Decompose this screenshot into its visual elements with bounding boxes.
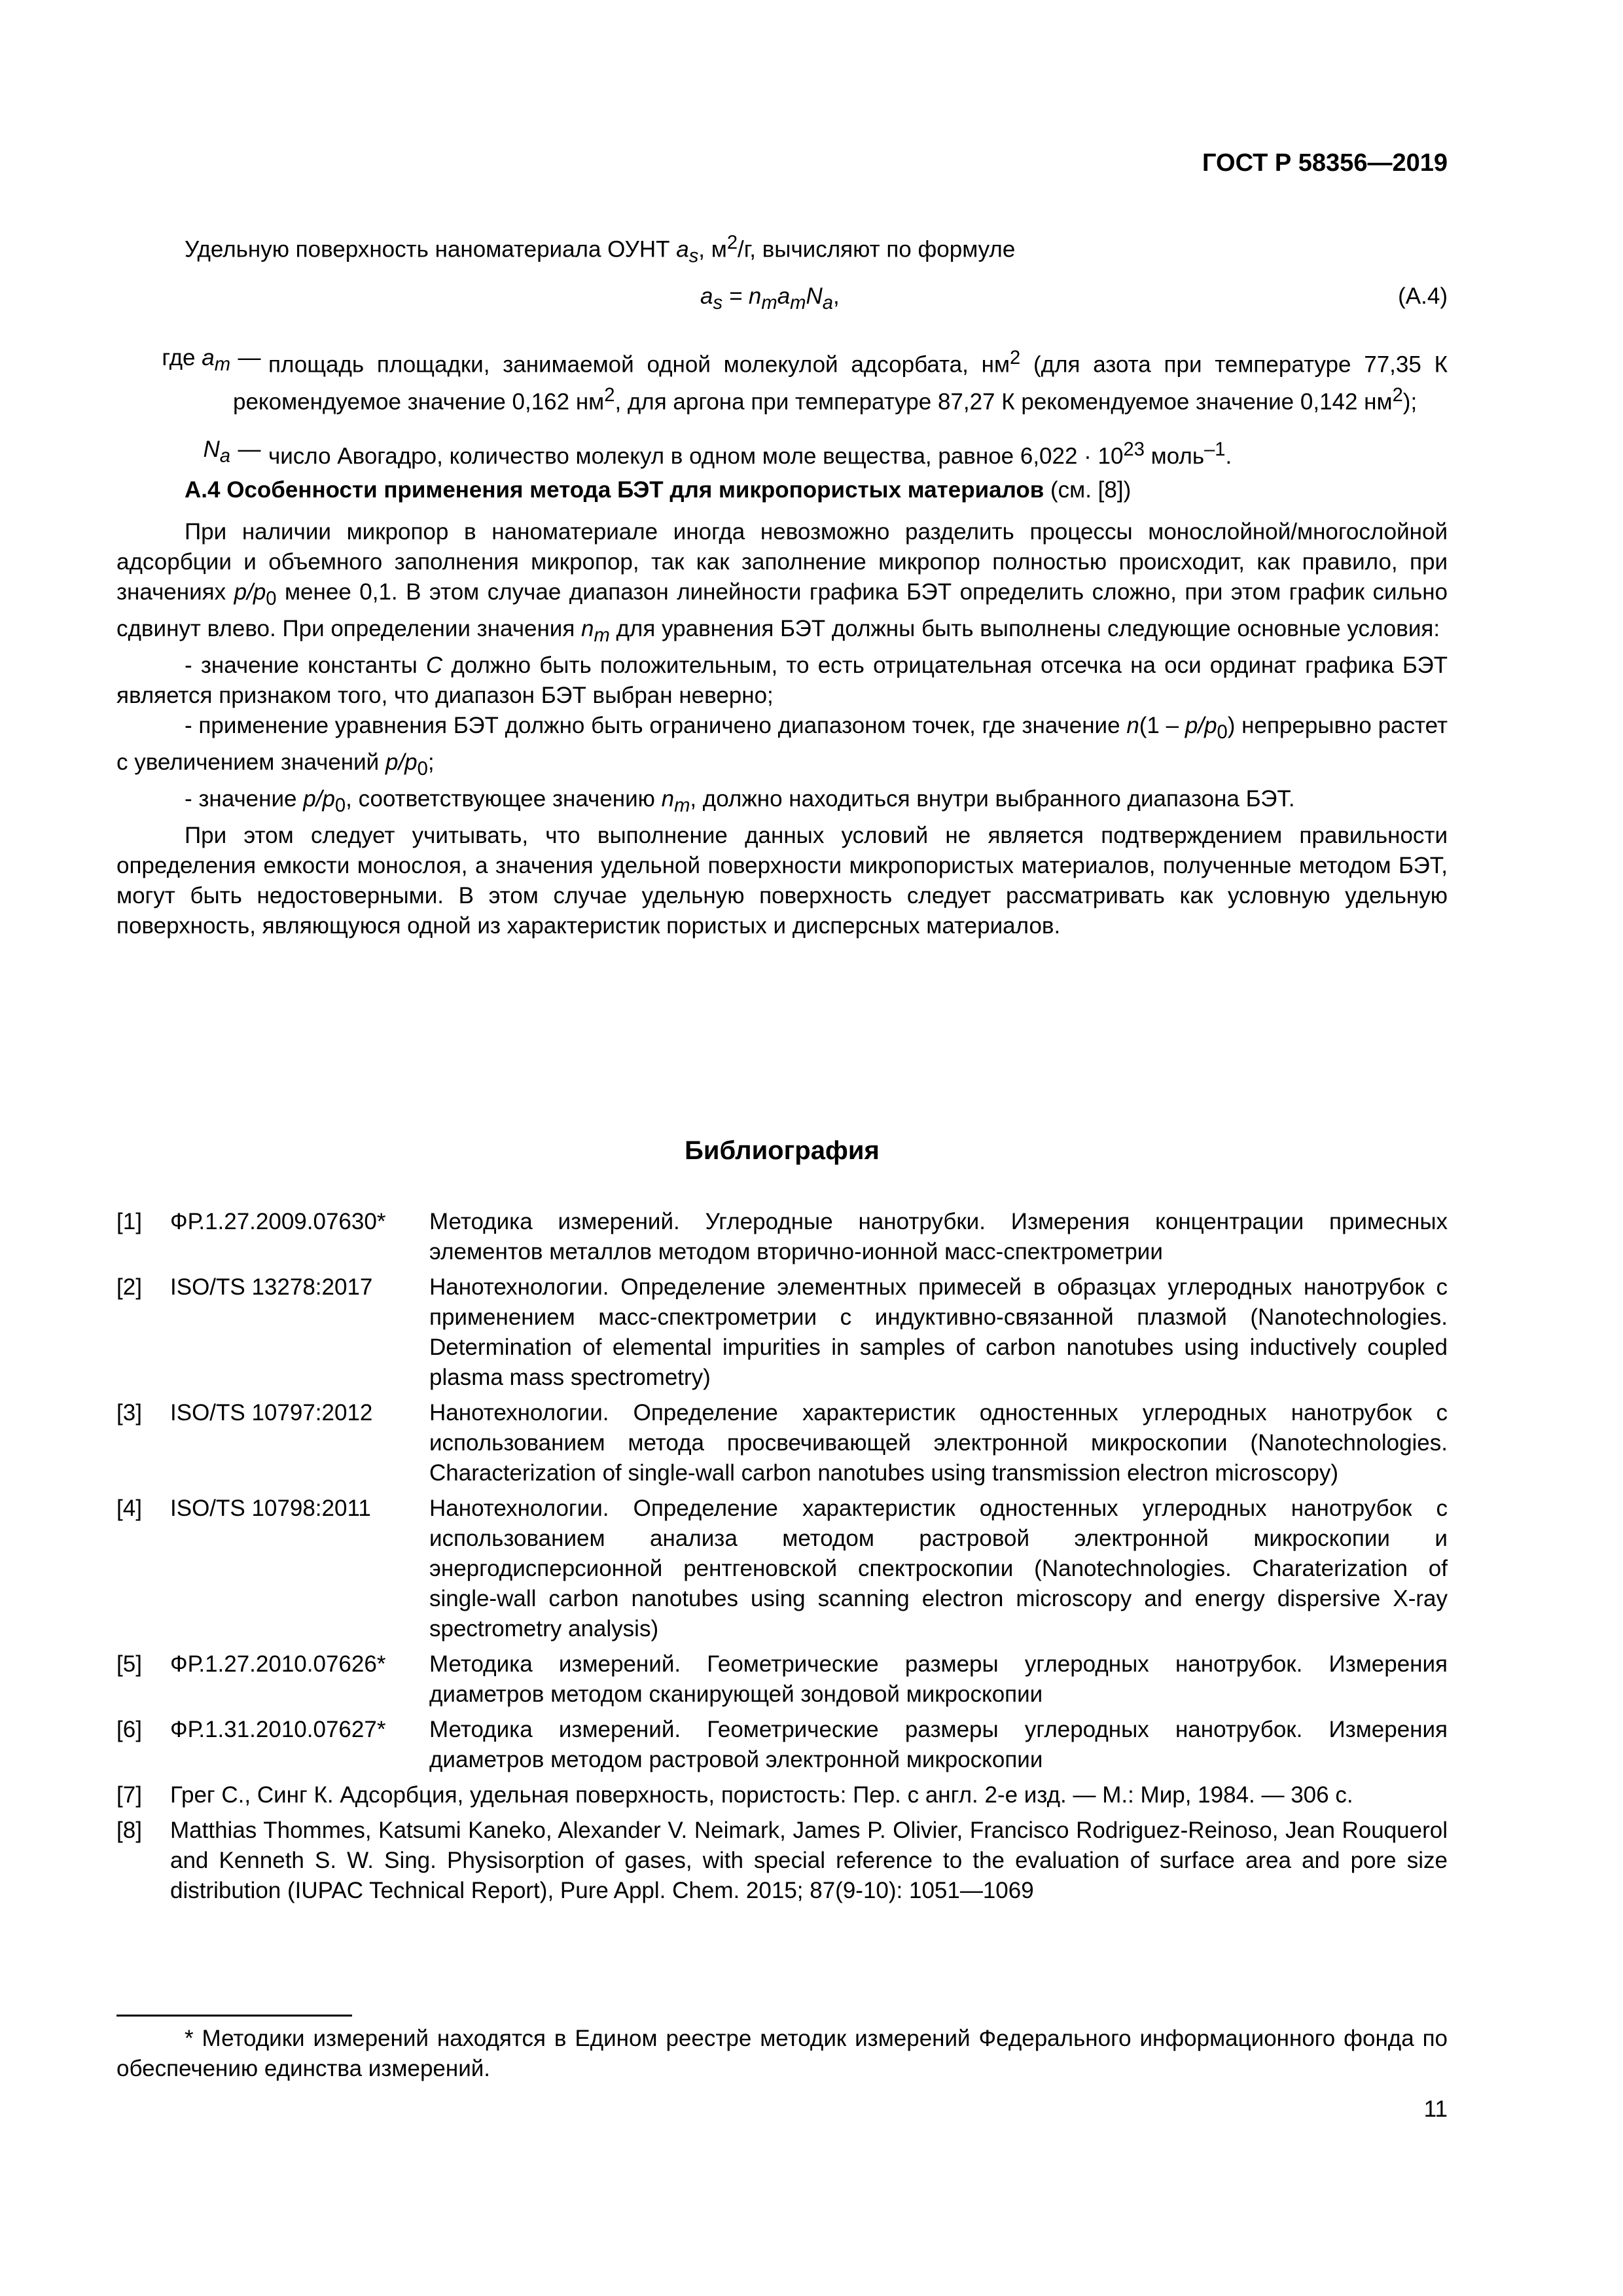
where-word: где bbox=[162, 345, 202, 370]
bib-description: Методика измерений. Геометрические размеры углеродных нанотрубок. Измерения диаметров методом растровой электронной микроскопии bbox=[429, 1717, 1448, 1772]
section-heading-a4 bbox=[185, 475, 1448, 505]
am-sub: m bbox=[214, 354, 230, 375]
p1-slash: / bbox=[247, 579, 253, 605]
b2-mid: (1 – bbox=[1139, 713, 1185, 738]
bib-description: Методика измерений. Углеродные нанотрубки. Измерения концентрации примесных элементов металлов методом вторично-ионной масс-спектрометрии bbox=[429, 1209, 1448, 1265]
b3-0: 0 bbox=[334, 795, 346, 816]
intro-pre: Удельную поверхность наноматериала ОУНТ bbox=[185, 236, 677, 262]
intro-symbol-a: a bbox=[676, 236, 689, 262]
body-paragraph-2: При этом следует учитывать, что выполнение данных условий не является подтверждением правильности определения емкости монослоя, а значения удельной поверхности микропористых материалов, полученные методом БЭТ, могут быть недостоверными. В этом случае удельную поверхность следует рассматривать как условную удельную поверхность, являющуюся одной из характеристик пористых и дисперсных материалов. bbox=[116, 823, 1448, 939]
na-sub: a bbox=[219, 446, 230, 467]
bib-code: ISO/TS 10798:2011 bbox=[170, 1496, 371, 1521]
section-body bbox=[116, 517, 1448, 941]
formula-lhs: a bbox=[700, 283, 713, 309]
b1-b: должно быть положительным, то есть отрицательная отсечка на оси ординат графика БЭТ является признаком того, что диапазон БЭТ выбран неверно; bbox=[116, 653, 1448, 708]
b3-slash: / bbox=[315, 786, 323, 812]
footnote-separator bbox=[116, 2015, 352, 2017]
b2-p2: p bbox=[385, 749, 399, 775]
am-symbol: a bbox=[202, 345, 215, 370]
b3-m: m bbox=[674, 795, 690, 816]
b2-p: p bbox=[1185, 713, 1198, 738]
am-sup-2: 2 bbox=[604, 384, 615, 406]
am-sup-1: 2 bbox=[1010, 348, 1021, 368]
bibliography-item bbox=[116, 1715, 1448, 1775]
bibliography-title: Библиография bbox=[685, 1136, 880, 1165]
b3-p0: p bbox=[322, 786, 335, 812]
section-title-ref: (см. [8]) bbox=[1044, 477, 1132, 503]
b2-a: - применение уравнения БЭТ должно быть ограничено диапазоном точек, где значение bbox=[185, 713, 1127, 738]
b3-b: , соответствующее значению bbox=[346, 786, 662, 812]
b2-n: n bbox=[1126, 713, 1139, 738]
am-sup-3: 2 bbox=[1392, 384, 1403, 406]
na-symbol: N bbox=[203, 437, 220, 462]
where-na-row bbox=[116, 435, 1448, 469]
bib-description: Matthias Thommes, Katsumi Kaneko, Alexander V. Neimark, James P. Olivier, Francisco Rodriguez-Reinoso, Jean Rouquerol and Kenneth S. W. Sing. Physisorption of gases, with special reference to the evaluation of surface area and pore size distribution (IUPAC Technical Report), Pure Appl. Chem. 2015; 87(9-10): 1051—1069 bbox=[170, 1818, 1448, 1903]
bibliography-item bbox=[116, 1207, 1448, 1267]
b1-a: - значение константы bbox=[185, 653, 426, 678]
intro-units: , м bbox=[698, 236, 727, 262]
b2-slash2: / bbox=[398, 749, 405, 775]
bib-code: ФР.1.27.2009.07630* bbox=[170, 1209, 386, 1234]
formula-lhs-sub: s bbox=[713, 293, 723, 314]
am-desc-4: ); bbox=[1402, 389, 1418, 415]
am-desc-3: , для аргона при температуре 87,27 К рекомендуемое значение 0,142 нм bbox=[615, 389, 1393, 415]
p1-m: m bbox=[594, 625, 610, 646]
formula-N-sub: a bbox=[822, 293, 833, 314]
where-na-dash: — bbox=[238, 437, 261, 462]
intro-sup: 2 bbox=[726, 232, 738, 253]
intro-formula-text bbox=[185, 228, 1448, 272]
b1-C: C bbox=[425, 653, 443, 678]
formula-a4 bbox=[700, 281, 840, 318]
p1-b: менее 0,1. В этом случае диапазон линейности графика БЭТ определить сложно, при этом график сильно сдвинут влево. При определении значения bbox=[116, 579, 1448, 641]
na-desc-1: число Авогадро, количество молекул в одном моле вещества, равное 6,022 · 10 bbox=[268, 443, 1124, 469]
where-am-term bbox=[116, 343, 230, 380]
b2-02: 0 bbox=[417, 759, 428, 780]
bib-number: [6] bbox=[116, 1717, 142, 1742]
document-code-header: ГОСТ Р 58356—2019 bbox=[1202, 149, 1448, 177]
bib-code: ISO/TS 13278:2017 bbox=[170, 1274, 373, 1300]
formula-a: a bbox=[777, 283, 791, 309]
bib-code: ФР.1.31.2010.07627* bbox=[170, 1717, 386, 1742]
section-title-text: А.4 Особенности применения метода БЭТ для микропористых материалов bbox=[185, 477, 1044, 503]
bib-number: [3] bbox=[116, 1400, 142, 1426]
bib-number: [1] bbox=[116, 1209, 142, 1234]
condition-2 bbox=[116, 711, 1448, 784]
where-na-term bbox=[116, 435, 230, 471]
bib-number: [4] bbox=[116, 1496, 142, 1521]
intro-symbol-s: s bbox=[688, 245, 699, 267]
formula-number: (А.4) bbox=[1398, 283, 1448, 309]
footnote bbox=[116, 2024, 1448, 2084]
formula-eq: = n bbox=[722, 283, 762, 309]
bib-code: ISO/TS 10797:2012 bbox=[170, 1400, 373, 1426]
page-number: 11 bbox=[1423, 2096, 1448, 2122]
condition-1 bbox=[116, 651, 1448, 711]
p1-p: p bbox=[234, 579, 247, 605]
bib-number: [2] bbox=[116, 1274, 142, 1300]
am-desc-1: площадь площадки, занимаемой одной молекулой адсорбата, нм bbox=[268, 351, 1010, 378]
p1-n: n bbox=[581, 616, 594, 641]
b2-p0: p bbox=[1204, 713, 1217, 738]
intro-post: /г, вычисляют по формуле bbox=[738, 236, 1016, 262]
bibliography-list bbox=[116, 1207, 1448, 1911]
p1-0: 0 bbox=[266, 588, 277, 609]
p1-a: При наличии микропор в наноматериале иногда невозможно разделить процессы монослойной/многослойной адсорбции и объемного заполнения микропор, так как заполнение микропор полностью происходит, как правило, при значениях bbox=[116, 519, 1448, 605]
where-am-row bbox=[116, 343, 1448, 435]
bib-number: [5] bbox=[116, 1651, 142, 1677]
footnote-text: * Методики измерений находятся в Едином реестре методик измерений Федерального информационного фонда по обеспечению единства измерений. bbox=[116, 2026, 1448, 2081]
bibliography-item bbox=[116, 1816, 1448, 1906]
bib-description: Нанотехнологии. Определение элементных примесей в образцах углеродных нанотрубок с применением масс-спектрометрии с индуктивно-связанной плазмой (Nanotechnologies. Determination of elemental impurities in samples of carbon nanotubes using inductively coupled plasma mass spectrometry) bbox=[429, 1274, 1448, 1390]
where-na-desc bbox=[233, 435, 1448, 472]
formula-end: , bbox=[832, 283, 840, 309]
bib-description: Нанотехнологии. Определение характеристик одностенных углеродных нанотрубок с использованием анализа методом растровой электронной микроскопии и энергодисперсионной рентгеновской спектроскопии (Nanotechnologies. Charaterization of single-wall carbon nanotubes using scanning electron microscopy and energy dispersive X-ray spectrometry analysis) bbox=[429, 1496, 1448, 1641]
p1-c: для уравнения БЭТ должны быть выполнены следующие основные условия: bbox=[609, 616, 1440, 641]
bibliography-item bbox=[116, 1272, 1448, 1393]
bib-number: [8] bbox=[116, 1818, 142, 1843]
body-paragraph-1 bbox=[116, 517, 1448, 651]
na-sup: 23 bbox=[1123, 439, 1145, 460]
formula-a-sub: m bbox=[790, 293, 806, 314]
bibliography-item bbox=[116, 1494, 1448, 1644]
b2-0: 0 bbox=[1217, 722, 1228, 743]
b2-b: ) непрерывно растет с увеличением значений bbox=[116, 713, 1448, 775]
b2-slash: / bbox=[1198, 713, 1205, 738]
b3-c: , должно находиться внутри выбранного диапазона БЭТ. bbox=[690, 786, 1295, 812]
bibliography-item bbox=[116, 1780, 1448, 1810]
b3-a: - значение bbox=[185, 786, 304, 812]
na-desc-3: . bbox=[1225, 443, 1232, 469]
na-sup-2: –1 bbox=[1204, 439, 1226, 460]
bib-description: Грег С., Синг К. Адсорбция, удельная поверхность, пористость: Пер. с англ. 2-е изд. — М.: Мир, 1984. — 306 с. bbox=[170, 1782, 1353, 1808]
bib-description: Методика измерений. Геометрические размеры углеродных нанотрубок. Измерения диаметров методом сканирующей зондовой микроскопии bbox=[429, 1651, 1448, 1707]
bib-code: ФР.1.27.2010.07626* bbox=[170, 1651, 386, 1677]
where-am-dash: — bbox=[238, 345, 261, 370]
condition-3 bbox=[116, 784, 1448, 821]
b2-c: ; bbox=[427, 749, 435, 775]
bib-description: Нанотехнологии. Определение характеристик одностенных углеродных нанотрубок с использованием метода просвечивающей электронной микроскопии (Nanotechnologies. Characterization of single-wall carbon nanotubes using transmission electron microscopy) bbox=[429, 1400, 1448, 1486]
b3-n: n bbox=[661, 786, 675, 812]
b2-p02: p bbox=[404, 749, 418, 775]
formula-n-sub: m bbox=[761, 293, 777, 314]
formula-N: N bbox=[806, 283, 823, 309]
bib-number: [7] bbox=[116, 1782, 142, 1808]
b3-p: p bbox=[303, 786, 316, 812]
p1-p0: p bbox=[253, 579, 266, 605]
bibliography-item bbox=[116, 1649, 1448, 1710]
bibliography-item bbox=[116, 1398, 1448, 1488]
am-desc-2: (для азота при температуре 77,35 К рекомендуемое значение 0,162 нм bbox=[233, 351, 1448, 415]
na-desc-2: моль bbox=[1144, 443, 1205, 469]
where-am-desc bbox=[233, 343, 1448, 417]
